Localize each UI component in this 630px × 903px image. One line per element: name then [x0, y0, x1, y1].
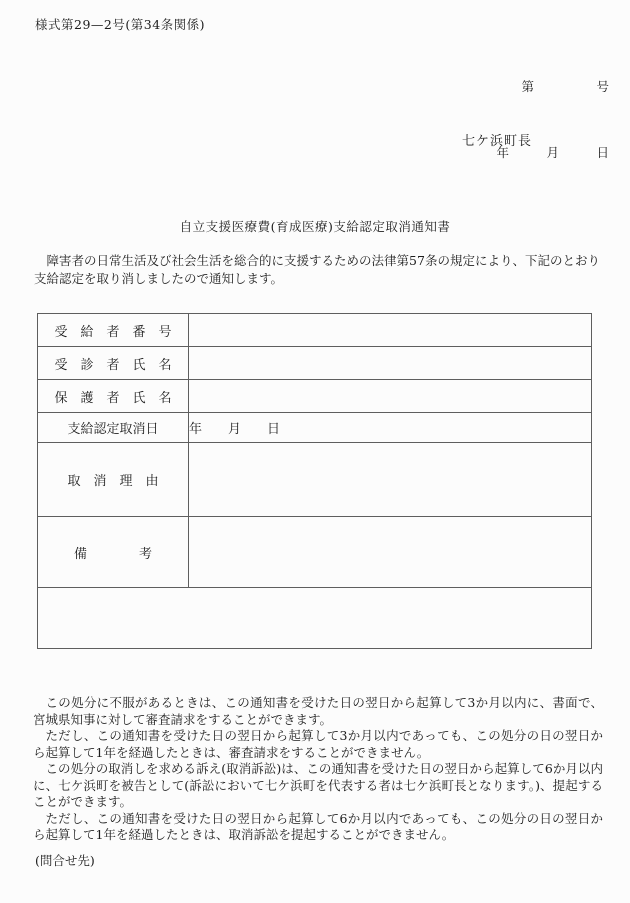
remarks-value — [189, 517, 592, 588]
revocation-reason-label: 取 消 理 由 — [38, 443, 189, 517]
contact-label: (問合せ先) — [35, 853, 95, 868]
appeal-notes — [33, 695, 603, 844]
table-row — [38, 314, 592, 347]
note-paragraph: ただし、この通知書を受けた日の翌日から起算して6か月以内であっても、この処分の日の翌日から起算して1年を経過したときは、取消訴訟を提起することができません。 — [33, 810, 603, 842]
note-paragraph: ただし、この通知書を受けた日の翌日から起算して3か月以内であっても、この処分の日の翌日から起算して1年を経過したときは、審査請求をすることができません。 — [33, 728, 603, 760]
document-title: 自立支援医療費(育成医療)支給認定取消通知書 — [179, 219, 451, 234]
patient-name-value — [189, 347, 592, 380]
revocation-reason-value — [189, 443, 592, 517]
table-row — [38, 413, 592, 443]
intro-paragraph: 障害者の日常生活及び社会生活を総合的に支援するための法律第57条の規定により、下記のとおり支給認定を取り消しましたので通知します。 — [34, 253, 600, 286]
patient-name-label: 受 診 者 氏 名 — [38, 347, 189, 380]
table-row — [38, 517, 592, 588]
table-row — [38, 347, 592, 380]
note-paragraph: この処分の取消しを求める訴え(取消訴訟)は、この通知書を受けた日の翌日から起算して6か月以内に、七ケ浜町を被告として(訴訟において七ケ浜町を代表する者は七ケ浜町長となります。)、提起することができます。 — [33, 761, 603, 809]
guardian-name-value — [189, 380, 592, 413]
remarks-label: 備 考 — [38, 517, 189, 588]
document-number-block — [496, 32, 609, 208]
document-number-line: 第 号 — [521, 79, 609, 94]
table-row — [38, 588, 592, 649]
issuer-name: 七ケ浜町長 — [462, 134, 533, 149]
recipient-number-value — [189, 314, 592, 347]
document-date-line: 年 月 日 — [496, 145, 609, 160]
revocation-date-value: 年 月 日 — [189, 413, 592, 443]
table-bottom-span-cell — [38, 588, 592, 649]
table-row — [38, 443, 592, 517]
note-paragraph: この処分に不服があるときは、この通知書を受けた日の翌日から起算して3か月以内に、書面で、宮城県知事に対して審査請求をすることができます。 — [33, 695, 603, 727]
revocation-date-label: 支給認定取消日 — [38, 413, 189, 443]
recipient-number-label: 受 給 者 番 号 — [38, 314, 189, 347]
table-row — [38, 380, 592, 413]
form-table — [37, 313, 592, 649]
form-number: 様式第29—2号(第34条関係) — [35, 17, 206, 32]
guardian-name-label: 保 護 者 氏 名 — [38, 380, 189, 413]
